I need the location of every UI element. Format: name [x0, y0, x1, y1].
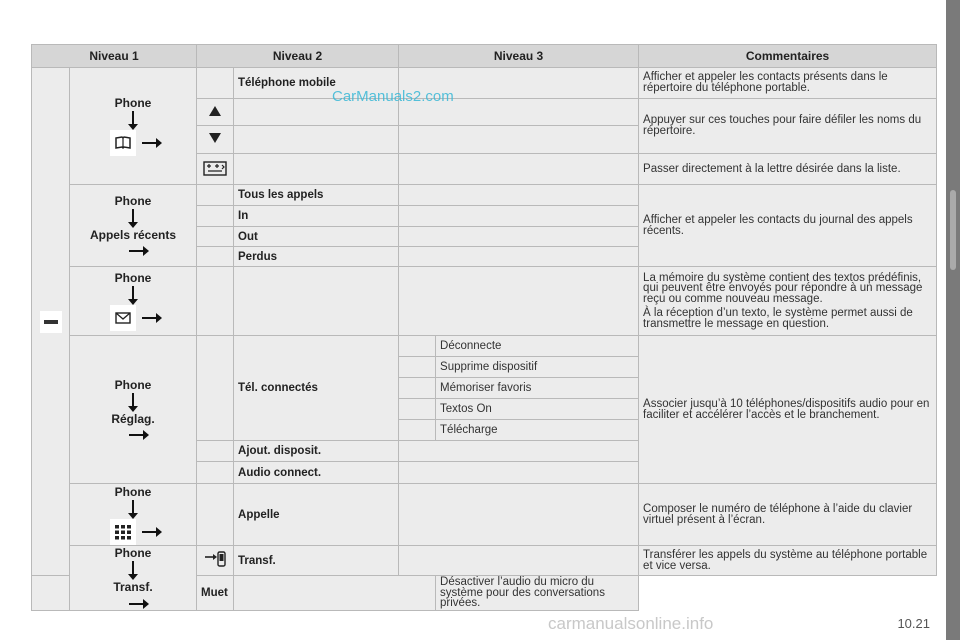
- nav-phone-label: Phone: [114, 96, 152, 110]
- blank-cell: [197, 462, 234, 484]
- envelope-icon[interactable]: [110, 305, 136, 331]
- row-audio-connect[interactable]: Audio connect.: [234, 462, 399, 484]
- arrow-down-icon: [132, 561, 134, 575]
- blank-cell: [234, 154, 399, 185]
- comment-appelle: Composer le numéro de téléphone à l’aide du clavier virtuel présent à l’écran.: [639, 484, 937, 546]
- abc-keyboard-icon[interactable]: [203, 159, 227, 177]
- row-ajout-disposit[interactable]: Ajout. disposit.: [234, 441, 399, 462]
- blank-cell: [399, 399, 436, 420]
- row-textos-on[interactable]: Textos On: [436, 399, 639, 420]
- comment-sms-2: À la réception d’un texto, le système permet aussi de transmettre le message en question.: [643, 307, 913, 330]
- comment-scroll: Appuyer sur ces touches pour faire défiler les noms du répertoire.: [639, 99, 937, 154]
- blank-cell: [32, 576, 70, 611]
- nav-phone-label: Phone: [114, 484, 152, 499]
- blank-cell: [234, 126, 399, 154]
- nav-sms: [70, 267, 197, 336]
- header-niveau-3: Niveau 3: [399, 45, 639, 68]
- blank-cell: [197, 336, 234, 441]
- blank-cell: [197, 68, 234, 99]
- nav-phone-label: Phone: [114, 271, 152, 285]
- row-tous-les-appels[interactable]: Tous les appels: [234, 185, 399, 206]
- row-muet[interactable]: Muet: [197, 576, 234, 611]
- blank-cell: [197, 247, 234, 267]
- comment-muet: Désactiver l’audio du micro du système pour des conversations privées.: [436, 576, 639, 611]
- scroll-down-cell[interactable]: [197, 126, 234, 154]
- nav-transf-label: Transf.: [113, 580, 153, 594]
- table-row: [32, 68, 937, 99]
- comment-mobile: Afficher et appeler les contacts présents dans le répertoire du téléphone portable.: [639, 68, 937, 99]
- arrow-down-icon: [132, 393, 134, 407]
- header-row: [32, 45, 937, 68]
- page-number: 10.21: [897, 616, 930, 631]
- nav-phone-label: Phone: [114, 546, 152, 560]
- nav-reglag-label: Réglag.: [111, 411, 155, 426]
- nav-contacts: [70, 68, 197, 185]
- blank-cell: [234, 576, 436, 611]
- row-deconnecte[interactable]: Déconnecte: [436, 336, 639, 357]
- table-row: [32, 546, 937, 576]
- row-telecharge[interactable]: Télécharge: [436, 420, 639, 441]
- phone-transfer-icon[interactable]: [203, 549, 227, 569]
- table-row: [32, 185, 937, 206]
- blank-cell: [399, 227, 639, 247]
- blank-cell: [399, 336, 436, 357]
- arrow-right-icon: [129, 434, 143, 436]
- blank-cell: [197, 267, 234, 336]
- arrow-right-icon: [129, 603, 143, 605]
- table-row: [32, 484, 937, 546]
- nav-appels-recents-label: Appels récents: [89, 227, 177, 242]
- watermark-top: CarManuals2.com: [332, 88, 454, 105]
- row-transf[interactable]: Transf.: [234, 546, 399, 576]
- blank-cell: [399, 378, 436, 399]
- comment-sms-1: La mémoire du système contient des textos prédéfinis, qui peuvent être envoyés pour répondre à un message reçu ou comme nouveau message.: [643, 271, 923, 305]
- blank-cell: [197, 441, 234, 462]
- row-in[interactable]: In: [234, 206, 399, 227]
- blank-cell: [197, 206, 234, 227]
- row-appelle[interactable]: Appelle: [234, 484, 399, 546]
- nav-transfer: [70, 546, 197, 611]
- table-row: [32, 267, 937, 336]
- scrollbar-track[interactable]: [946, 0, 960, 640]
- row-telephone-mobile[interactable]: Téléphone mobile: [234, 68, 399, 99]
- transfer-icon-cell[interactable]: [197, 546, 234, 576]
- nav-phone-label: Phone: [114, 377, 152, 392]
- blank-cell: [399, 206, 639, 227]
- row-supprime-dispositif[interactable]: Supprime dispositif: [436, 357, 639, 378]
- arrow-down-icon: [132, 209, 134, 223]
- arrow-right-icon: [142, 317, 156, 319]
- header-niveau-2: Niveau 2: [197, 45, 399, 68]
- blank-cell: [399, 546, 639, 576]
- minus-icon: [40, 311, 62, 333]
- phone-menu-table: [31, 44, 937, 611]
- scroll-up-cell[interactable]: [197, 99, 234, 126]
- blank-cell: [399, 420, 436, 441]
- comment-transf: Transférer les appels du système au téléphone portable et vice versa.: [639, 546, 937, 576]
- row-perdus[interactable]: Perdus: [234, 247, 399, 267]
- triangle-down-icon[interactable]: [208, 132, 222, 144]
- blank-cell: [399, 462, 639, 484]
- blank-cell: [399, 154, 639, 185]
- arrow-down-icon: [132, 111, 134, 125]
- row-memoriser-favoris[interactable]: Mémoriser favoris: [436, 378, 639, 399]
- blank-cell: [399, 441, 639, 462]
- nav-phone-label: Phone: [114, 193, 152, 208]
- arrow-right-icon: [142, 142, 156, 144]
- scrollbar-thumb[interactable]: [950, 190, 956, 270]
- header-commentaires: Commentaires: [639, 45, 937, 68]
- blank-cell: [197, 484, 234, 546]
- blank-cell: [399, 267, 639, 336]
- comment-connect: Associer jusqu’à 10 téléphones/dispositifs audio pour en faciliter et accélérer l’accès et le branchement.: [639, 336, 937, 484]
- keypad-icon[interactable]: [110, 519, 136, 545]
- comment-abc: Passer directement à la lettre désirée dans la liste.: [639, 154, 937, 185]
- arrow-right-icon: [129, 250, 143, 252]
- arrow-down-icon: [132, 286, 134, 300]
- comment-recents: Afficher et appeler les contacts du journal des appels récents.: [639, 185, 937, 267]
- comment-sms: [639, 267, 937, 336]
- row-out[interactable]: Out: [234, 227, 399, 247]
- blank-cell: [399, 126, 639, 154]
- nav-reglages: [70, 336, 197, 484]
- abc-cell[interactable]: [197, 154, 234, 185]
- arrow-right-icon: [142, 531, 156, 533]
- row-tel-connectes[interactable]: Tél. connectés: [234, 336, 399, 441]
- blank-cell: [197, 185, 234, 206]
- blank-cell: [234, 267, 399, 336]
- blank-cell: [399, 185, 639, 206]
- header-niveau-1: Niveau 1: [32, 45, 197, 68]
- nav-keypad: [70, 484, 197, 546]
- book-icon[interactable]: [110, 130, 136, 156]
- blank-cell: [399, 357, 436, 378]
- blank-cell: [399, 484, 639, 546]
- blank-cell: [399, 247, 639, 267]
- nav-appels-recents: [70, 185, 197, 267]
- table-row: [32, 336, 937, 357]
- level1-cell: [32, 68, 70, 576]
- triangle-up-icon[interactable]: [208, 105, 222, 117]
- arrow-down-icon: [132, 500, 134, 514]
- watermark-bottom: carmanualsonline.info: [548, 614, 714, 633]
- blank-cell: [197, 227, 234, 247]
